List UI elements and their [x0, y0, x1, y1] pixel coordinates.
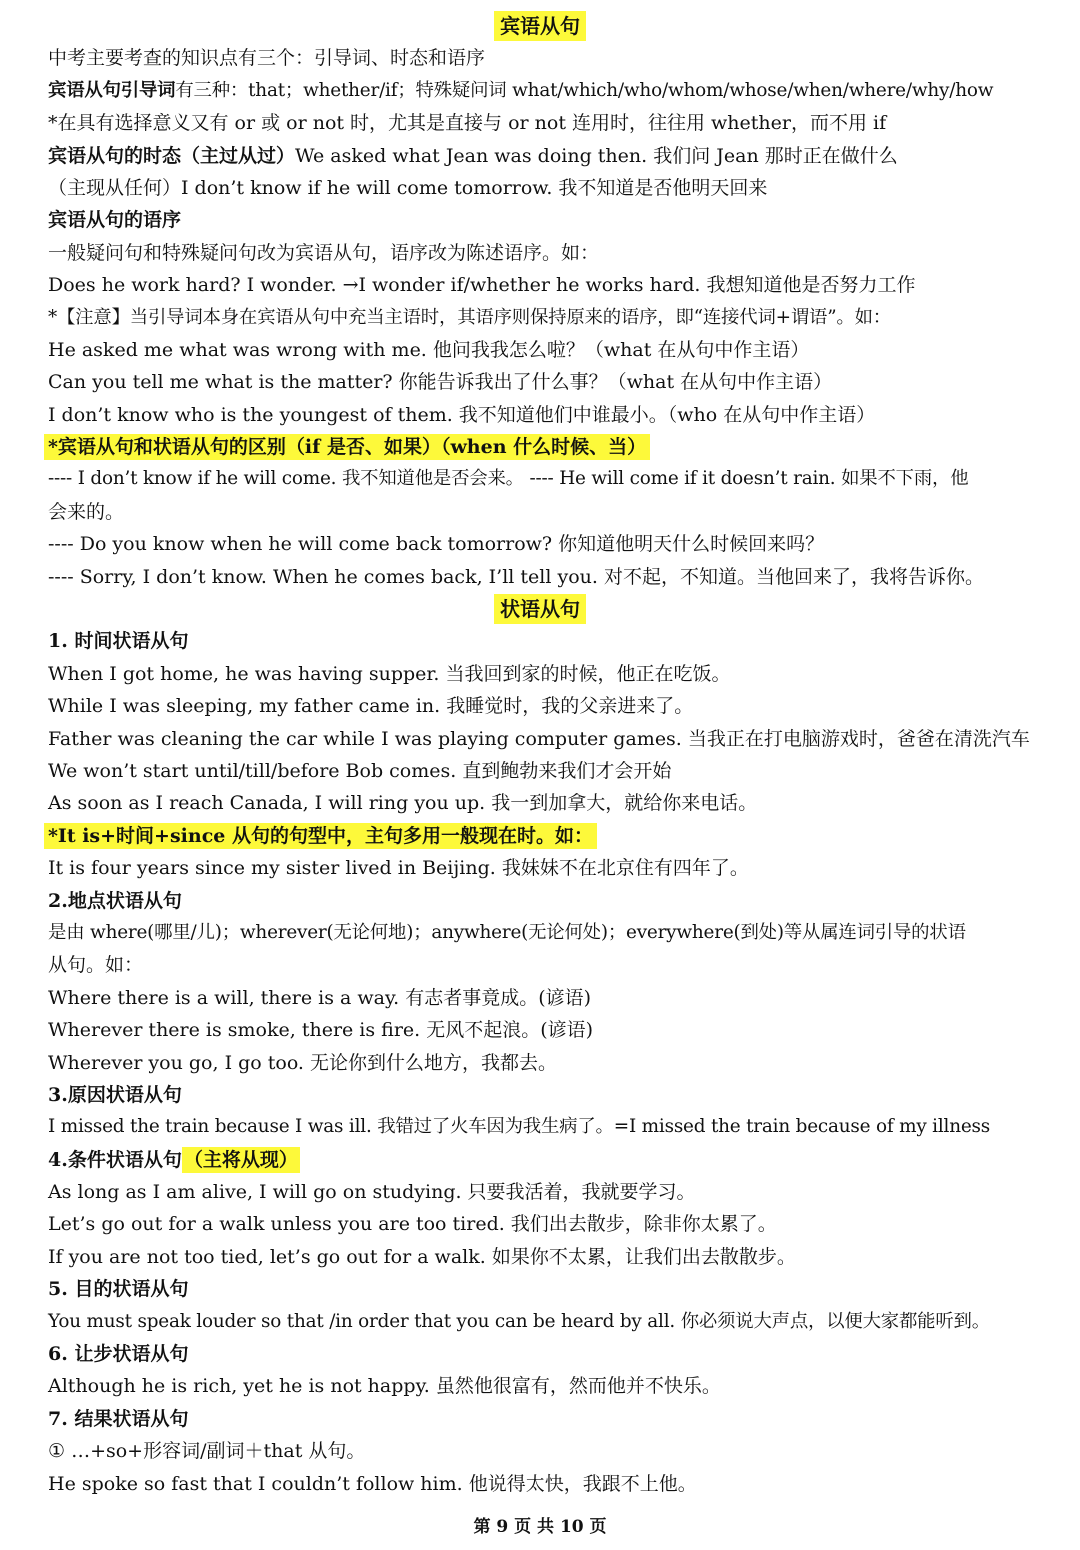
text-line: Wherever you go, I go too. 无论你到什么地方，我都去。	[48, 1051, 558, 1074]
inline-heading: 宾语从句的时态（主过从过）	[48, 144, 296, 167]
text-line: （主现从任何）I don’t know if he will come tomorrow. 我不知道是否他明天回来	[48, 176, 768, 199]
document-page	[0, 10, 1080, 1500]
text-line: Father was cleaning the car while I was playing computer games. 当我正在打电脑游戏时，爸爸在清洗汽车	[48, 727, 1030, 750]
text-line: ---- Sorry, I don’t know. When he comes back, I’ll tell you. 对不起，不知道。当他回来了，我将告诉你。	[48, 565, 984, 588]
text-line: 一般疑问句和特殊疑问句改为宾语从句，语序改为陈述语序。如：	[48, 241, 600, 264]
text-line: It is four years since my sister lived in Beijing. 我妹妹不在北京住有四年了。	[48, 857, 749, 880]
line-text: 有三种：that；whether/if；特殊疑问词 what/which/who/whom/whose/when/where/why/how	[175, 79, 994, 101]
text-line: Does he work hard? I wonder. →I wonder if/whether he works hard. 我想知道他是否努力工作	[48, 274, 916, 297]
text-line: Wherever there is smoke, there is fire. 无风不起浪。(谚语)	[48, 1019, 594, 1042]
line-text: We asked what Jean was doing then. 我们问 Jean 那时正在做什么	[295, 144, 898, 167]
subheading: 1. 时间状语从句	[48, 630, 189, 653]
subheading: 3.原因状语从句	[48, 1083, 182, 1106]
highlight-line	[0, 431, 1080, 463]
text-line: 会来的。	[48, 500, 125, 523]
text-line	[0, 75, 1080, 107]
subheading: 5. 目的状语从句	[48, 1278, 189, 1301]
text-line: I missed the train because I was ill. 我错过了火车因为我生病了。=I missed the train because of my illness	[48, 1116, 991, 1138]
highlighted-note: *It is+时间+since 从句的句型中，主句多用一般现在时。如：	[44, 823, 597, 849]
highlighted-rule: （主将从现）	[183, 1148, 298, 1171]
subheading	[0, 1144, 1080, 1176]
text-line	[0, 140, 1080, 172]
note-line: *【注意】当引导词本身在宾语从句中充当主语时，其语序则保持原来的语序，即“连接代词+谓语”。如：	[48, 306, 891, 328]
text-line: 中考主要考查的知识点有三个：引导词、时态和语序	[48, 47, 486, 70]
text-line: 是由 where(哪里/儿)；wherever(无论何地)；anywhere(无论何处)；everywhere(到处)等从属连词引导的状语	[48, 921, 966, 943]
subheading: 宾语从句的语序	[48, 209, 182, 232]
text-line: Where there is a will, there is a way. 有志者事竟成。(谚语)	[48, 986, 592, 1009]
text-line: When I got home, he was having supper. 当我回到家的时候，他正在吃饭。	[48, 662, 731, 685]
subheading: 6. 让步状语从句	[48, 1343, 189, 1366]
text-line: While I was sleeping, my father came in. 我睡觉时，我的父亲进来了。	[48, 695, 694, 718]
text-line: 从句。如：	[48, 954, 144, 977]
text-line: Although he is rich, yet he is not happy. 虽然他很富有，然而他并不快乐。	[48, 1375, 721, 1398]
text-line: *在具有选择意义又有 or 或 or not 时，尤其是直接与 or not 连用时，往往用 whether，而不用 if	[48, 112, 887, 135]
text-line: We won’t start until/till/before Bob comes. 直到鲍勃来我们才会开始	[48, 759, 672, 782]
text-line: I don’t know who is the youngest of them. 我不知道他们中谁最小。（who 在从句中作主语）	[48, 403, 876, 426]
text-line: If you are not too tied, let’s go out for a walk. 如果你不太累，让我们出去散散步。	[48, 1245, 796, 1268]
text-line: You must speak louder so that /in order that you can be heard by all. 你必须说大声点，以便大家都能听到。	[48, 1310, 990, 1332]
text-line: Can you tell me what is the matter? 你能告诉我出了什么事？（what 在从句中作主语）	[48, 371, 833, 394]
section-title-text: 状语从句	[494, 594, 586, 624]
text-line: ---- I don’t know if he will come. 我不知道他是否会来。 ---- He will come if it doesn’t rain. 如果不下雨，他	[48, 468, 969, 490]
highlighted-note: *宾语从句和状语从句的区别（if 是否、如果）（when 什么时候、当）	[44, 434, 650, 460]
inline-heading: 宾语从句引导词	[48, 79, 176, 101]
text-line: As long as I am alive, I will go on studying. 只要我活着，我就要学习。	[48, 1181, 696, 1204]
subheading: 2.地点状语从句	[48, 889, 182, 912]
text-line: ① …+so+形容词/副词＋that 从句。	[48, 1440, 366, 1463]
text-line: He asked me what was wrong with me. 他问我我怎么啦？（what 在从句中作主语）	[48, 338, 810, 361]
section-title-object-clause	[0, 10, 1080, 42]
subheading: 7. 结果状语从句	[48, 1407, 189, 1430]
subheading-text: 4.条件状语从句	[48, 1148, 182, 1171]
section-title-text: 宾语从句	[494, 11, 586, 41]
page-number-footer: 第 9 页 共 10 页	[473, 1517, 607, 1537]
text-line: ---- Do you know when he will come back tomorrow? 你知道他明天什么时候回来吗？	[48, 533, 825, 556]
section-title-adverbial-clause	[0, 593, 1080, 625]
text-line: Let’s go out for a walk unless you are too tired. 我们出去散步，除非你太累了。	[48, 1213, 777, 1236]
highlight-line	[0, 820, 1080, 852]
text-line: As soon as I reach Canada, I will ring you up. 我一到加拿大，就给你来电话。	[48, 792, 758, 815]
text-line: He spoke so fast that I couldn’t follow him. 他说得太快，我跟不上他。	[48, 1472, 697, 1495]
